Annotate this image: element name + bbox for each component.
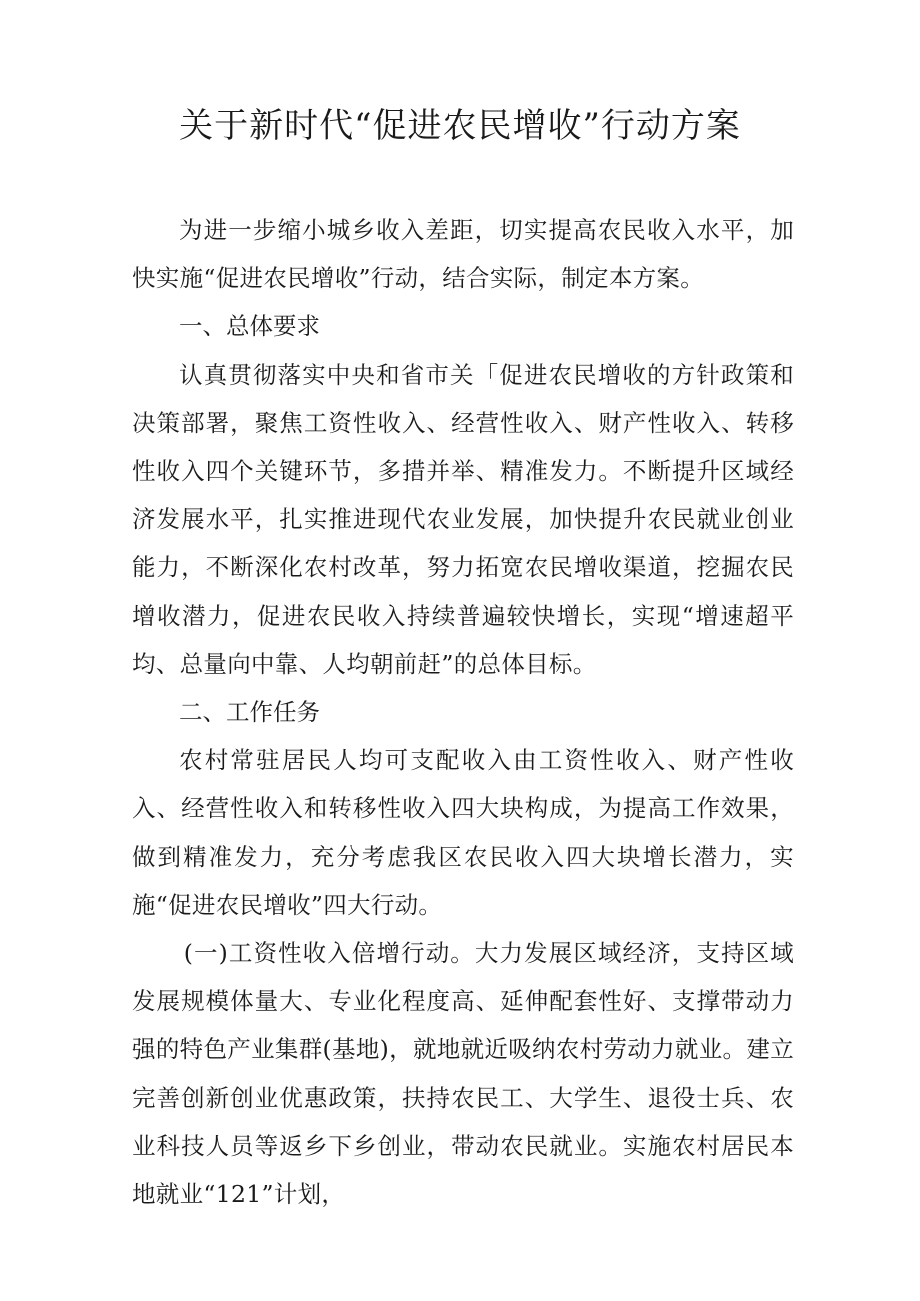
work-tasks-paragraph: 农村常驻居民人均可支配收入由工资性收入、财产性收入、经营性收入和转移性收入四大块构成，为提高工作效果，做到精准发力，充分考虑我区农民收入四大块增长潜力，实施“促进农民增收”四大行动。 [132,746,794,919]
general-requirements-paragraph: 认真贯彻落实中央和省市关「促进农民增收的方针政策和决策部署，聚焦工资性收入、经营性收入、财产性收入、转移性收入四个关键环节，多措并举、精准发力。不断提升区域经济发展水平，扎实推进现代农业发展，加快提升农民就业创业能力，不断深化农村改革，努力拓宽农民增收渠道，挖掘农民增收潜力，促进农民收入持续普遍较快增长，实现“增速超平均、总量向中靠、人均朝前赶”的总体目标。 [132,360,794,678]
section-heading-work-tasks: 二、工作任务 [179,698,320,727]
section-heading-general-requirements: 一、总体要求 [179,312,320,341]
document-title: 关于新时代“促进农民增收”行动方案 [179,106,741,146]
document-body [132,206,794,1218]
wage-income-paragraph: (一)工资性收入倍增行动。大力发展区域经济，支持区域发展规模体量大、专业化程度高、延伸配套性好、支撑带动力强的特色产业集群(基地)，就地就近吸纳农村劳动力就业。建立完善创新创业优惠政策，扶持农民工、大学生、退役士兵、农业科技人员等返乡下乡创业，带动农民就业。实施农村居民本地就业“121”计划， [132,939,794,1209]
intro-paragraph: 为进一步缩小城乡收入差距，切实提高农民收入水平，加快实施“促进农民增收”行动，结合实际，制定本方案。 [132,216,794,293]
